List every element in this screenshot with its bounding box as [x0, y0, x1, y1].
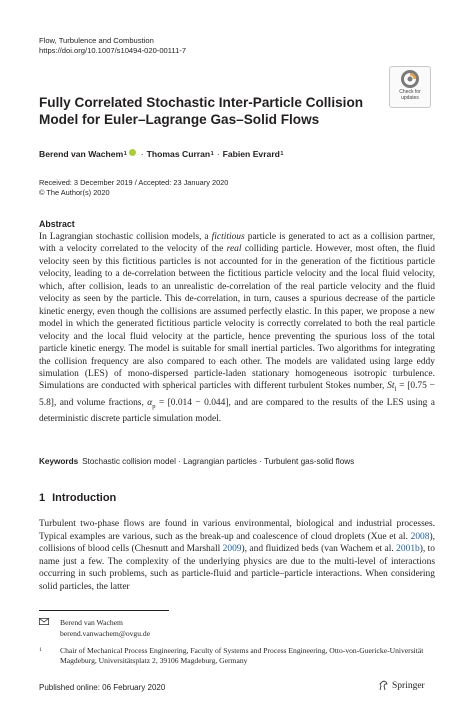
intro-text: Turbulent two-phase flows are found in various environmental, biological and industrial processes. Typical examples are various, such as the break-up and coalescence of cloud droplets (Xue et al.: [39, 519, 435, 542]
abstract-emphasis: real: [226, 244, 242, 255]
publisher-logo: [378, 680, 425, 691]
stokes-symbol: St: [387, 381, 395, 392]
copyright-notice: © The Author(s) 2020: [39, 188, 110, 198]
springer-horse-icon: [378, 680, 389, 691]
check-for-updates-icon: [400, 69, 420, 89]
citation-link[interactable]: 2008: [410, 531, 430, 542]
corresponding-author-email[interactable]: berend.vanwachem@ovgu.de: [60, 629, 151, 638]
author-name[interactable]: Berend van Wachem: [39, 149, 124, 159]
affiliation-text: Chair of Mechanical Process Engineering, Faculty of Systems and Process Engineering, Otto-von-Guericke-Universität Magdeburg, Universitätsplatz 2, 39106 Magdeburg, Germany: [60, 646, 424, 665]
abstract-text: = [0.75 − 5.8], and volume fractions,: [39, 381, 435, 408]
footnote-divider: [39, 610, 169, 611]
author-separator: ·: [216, 149, 220, 159]
publisher-name: Springer: [392, 680, 425, 691]
envelope-icon: [39, 618, 49, 625]
article-history: [39, 178, 228, 198]
author-affiliation-marker: 1: [123, 151, 127, 157]
published-date: Published online: 06 February 2020: [39, 683, 166, 692]
abstract-text: particle is generated to act as a collision partner, with a velocity correlated to the velocity of the: [39, 232, 435, 255]
corresponding-author: [39, 617, 150, 639]
badge-line-1: Check for: [399, 89, 421, 95]
received-accepted-dates: Received: 3 December 2019 / Accepted: 23 January 2020: [39, 178, 229, 187]
paper-title: Fully Correlated Stochastic Inter-Particle Collision Model for Euler–Lagrange Gas–Solid Flows: [39, 95, 364, 127]
journal-name: Flow, Turbulence and Combustion: [39, 36, 154, 45]
orcid-icon[interactable]: [129, 149, 136, 156]
affiliation-footnote: [39, 646, 435, 666]
abstract-text: colliding particle. However, most often, the fluid velocity seen by this fictitious particles is not accounted for in the generation of the fictitious particle velocity, leading to a de-correlation between the fictitious particle velocity and the local fluid velocity, which, after collision, leads to an unrealistic de-correlation of the real particle velocity and the fluid velocity as seen by the particle. This de-correlation, in turn, causes a spurious decrease of the particle kinetic energy, even though the collisions are assumed perfectly elastic. In this paper, we propose a new model in which the generated fictitious particle velocity is correctly correlated to both the real particle velocity and the local fluid velocity at the particle, hence preventing the spurious loss of the total particle kinetic energy. The model is suitable for small inertial particles. Two algorithms for integrating the collision frequency are also compared to each other. The models are validated using large eddy simulation (LES) of mono-dispersed particle-laden stationary homogeneous isotropic turbulence. Simulations are conducted with spherical particles with different turbulent Stokes number,: [39, 244, 435, 392]
author-affiliation-marker: 1: [280, 151, 284, 157]
section-number: 1: [39, 492, 46, 504]
check-for-updates-badge[interactable]: [389, 66, 431, 108]
citation-link[interactable]: 2001b: [396, 544, 420, 554]
abstract-text: = [0.014 − 0.044], and are compared to the results of the LES using a deterministic discrete particle simulation model.: [39, 397, 435, 425]
intro-text: ), and fluidized beds (van Wachem et al.: [241, 544, 397, 554]
introduction-body: [39, 518, 435, 593]
abstract-emphasis: fictitious: [211, 232, 245, 242]
citation-link[interactable]: 2009: [222, 544, 242, 554]
intro-text: ), to name just a few. The complexity of the underlying physics are due to the multi-level of interactions occurring in such problems, such as particle-fluid and particle–particle interactions. When considering solid particles, the latter: [39, 544, 436, 592]
author-affiliation-marker: 1: [210, 151, 214, 157]
author-list: [39, 149, 283, 159]
author-name[interactable]: Fabien Evrard: [222, 149, 280, 159]
doi-link[interactable]: https://doi.org/10.1007/s10494-020-00111-7: [39, 46, 187, 56]
alpha-symbol: α: [147, 397, 153, 408]
abstract-text: In Lagrangian stochastic collision models, a: [39, 232, 212, 242]
keywords-text: Stochastic collision model · Lagrangian particles · Turbulent gas-solid flows: [82, 457, 355, 466]
abstract-heading: Abstract: [39, 219, 75, 229]
affiliation-number: 1: [39, 647, 42, 653]
badge-line-2: updates: [401, 95, 419, 101]
section-heading-introduction: [39, 492, 116, 504]
author-separator: ·: [140, 149, 144, 159]
abstract-body: [39, 231, 435, 426]
corresponding-author-name: Berend van Wachem: [60, 618, 123, 627]
alpha-subscript: p: [152, 402, 156, 410]
intro-text: ), collisions of blood cells (Chesnutt and Marshall: [39, 531, 435, 554]
author-name[interactable]: Thomas Curran: [146, 149, 211, 159]
stokes-subscript: l: [394, 386, 397, 394]
keywords-label: Keywords: [39, 457, 79, 466]
journal-header: [39, 36, 186, 57]
section-title: Introduction: [52, 492, 117, 504]
keywords-line: [39, 457, 354, 466]
